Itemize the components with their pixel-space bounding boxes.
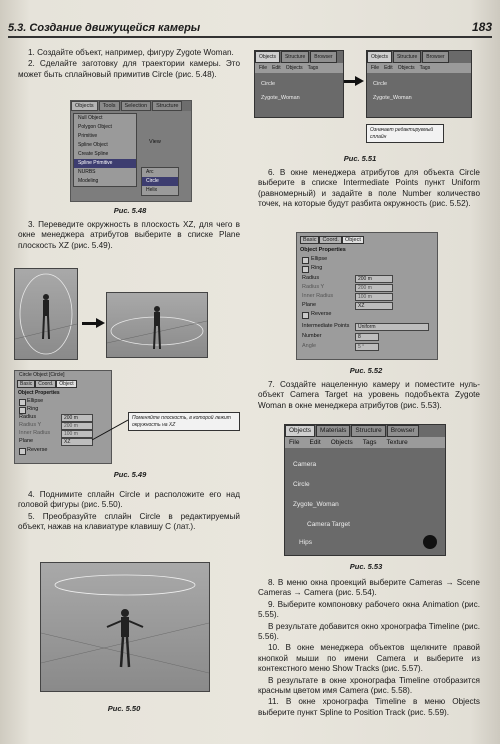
radius-field[interactable]: 200 m bbox=[61, 414, 93, 422]
menu-item-highlighted[interactable]: Spline Primitive bbox=[74, 159, 136, 168]
callout-note: Поменяйте плоскость, в которой лежит окружность на XZ bbox=[128, 412, 240, 431]
callout-pointer bbox=[90, 418, 130, 444]
material-tag-icon bbox=[423, 535, 437, 549]
left-text-block-1 bbox=[18, 48, 240, 81]
radius-y-field[interactable]: 200 m bbox=[355, 284, 393, 292]
menu-item[interactable]: Modeling bbox=[78, 178, 99, 184]
right-text-block-3 bbox=[258, 578, 480, 719]
right-text-block-2 bbox=[258, 380, 480, 412]
plane-select[interactable]: XZ bbox=[355, 302, 393, 310]
scene-svg bbox=[107, 293, 207, 357]
object-zygote[interactable]: Zygote_Woman bbox=[261, 95, 300, 101]
object-circle[interactable]: Circle bbox=[373, 81, 388, 87]
scene-svg bbox=[41, 563, 209, 691]
menu-file[interactable]: File bbox=[259, 65, 268, 71]
viewport-right bbox=[106, 292, 208, 358]
reverse-checkbox[interactable] bbox=[19, 448, 26, 455]
menu-texture[interactable]: Texture bbox=[386, 439, 408, 446]
prop-label: Intermediate Points bbox=[302, 323, 350, 329]
section-heading: Object Properties bbox=[300, 247, 346, 253]
object-camera[interactable]: Camera bbox=[293, 461, 317, 468]
object-manager-before bbox=[254, 50, 344, 118]
menu-item[interactable]: Null Object bbox=[78, 115, 103, 121]
prop-label: Reverse bbox=[311, 311, 332, 317]
figure-5-48 bbox=[70, 100, 192, 202]
paragraph: 2. Сделайте заготовку для траектории камеры. Это может быть сплайновый примитив Circle (рис. 5.48). bbox=[18, 59, 240, 79]
object-hips[interactable]: Hips bbox=[299, 539, 313, 546]
prop-label: Radius Y bbox=[19, 422, 42, 428]
page-header bbox=[8, 8, 492, 38]
menu-tags[interactable]: Tags bbox=[362, 439, 377, 446]
menu-file[interactable]: File bbox=[289, 439, 300, 446]
attribute-manager-panel bbox=[14, 370, 112, 464]
menu-item[interactable]: Spline Object bbox=[78, 142, 108, 148]
figure-caption: Рис. 5.51 bbox=[343, 154, 377, 163]
menu-item[interactable]: Polygon Object bbox=[78, 124, 112, 130]
tab-structure[interactable]: Structure bbox=[281, 51, 309, 63]
plane-select[interactable]: XZ bbox=[61, 438, 93, 446]
tab-objects[interactable]: Objects bbox=[285, 425, 315, 437]
tab-row bbox=[300, 236, 364, 244]
tab-materials[interactable]: Materials bbox=[316, 425, 350, 437]
menu-tags[interactable]: Tags bbox=[307, 65, 319, 71]
figure-5-52-panel bbox=[296, 232, 438, 360]
inner-radius-field[interactable]: 100 m bbox=[355, 293, 393, 301]
paragraph: В результате в окне хронографа Timeline отобразится красным цветом имя Camera (рис. 5.58). bbox=[258, 675, 480, 696]
figure-caption: Рис. 5.48 bbox=[113, 206, 147, 215]
object-circle[interactable]: Circle bbox=[293, 481, 310, 488]
reverse-checkbox[interactable] bbox=[302, 312, 309, 319]
paragraph: В результате добавится окно хронографа Timeline (рис. 5.56). bbox=[258, 621, 480, 642]
ring-checkbox[interactable] bbox=[19, 407, 26, 414]
radius-y-field[interactable]: 200 m bbox=[61, 422, 93, 430]
angle-field[interactable]: 5 ° bbox=[355, 343, 379, 351]
submenu-item-highlighted[interactable]: Circle bbox=[142, 177, 178, 186]
radius-field[interactable]: 200 m bbox=[355, 275, 393, 283]
menu-item[interactable]: Primitive bbox=[78, 133, 98, 139]
tab-object[interactable]: Object bbox=[342, 236, 364, 244]
callout-note: Означает редактируемый сплайн bbox=[366, 124, 444, 143]
tab-structure[interactable]: Structure bbox=[351, 425, 385, 437]
scene-svg bbox=[15, 269, 77, 359]
prop-label: Angle bbox=[302, 343, 317, 349]
tab-structure[interactable]: Structure bbox=[393, 51, 421, 63]
paragraph: 9. Выберите компоновку рабочего окна Animation (рис. 5.55). bbox=[258, 599, 480, 620]
figure-caption: Рис. 5.53 bbox=[349, 562, 383, 571]
prop-label: Number bbox=[302, 333, 322, 339]
left-text-block-3 bbox=[18, 490, 240, 534]
tab-basic[interactable]: Basic bbox=[300, 236, 319, 244]
page-number: 183 bbox=[471, 20, 492, 34]
viewport-left bbox=[14, 268, 78, 360]
menu-file[interactable]: File bbox=[371, 65, 380, 71]
menu-structure[interactable]: Structure bbox=[152, 101, 182, 111]
paragraph: 7. Создайте нацеленную камеру и поместите нуль-объект Camera Target на уровень подобъекта Zygote Woman в окне менеджера атрибутов (рис. 5.53). bbox=[258, 380, 480, 410]
panel-title: Circle Object [Circle] bbox=[19, 372, 65, 378]
prop-label: Inner Radius bbox=[19, 430, 51, 436]
ring-checkbox[interactable] bbox=[302, 266, 309, 273]
tab-coord[interactable]: Coord. bbox=[35, 380, 56, 388]
prop-label: Ring bbox=[27, 406, 39, 412]
menu-objects[interactable]: Objects bbox=[397, 65, 415, 71]
intermediate-points-select[interactable]: Uniform bbox=[355, 323, 429, 331]
ellipse-checkbox[interactable] bbox=[302, 257, 309, 264]
menu-item[interactable]: NURBS bbox=[78, 169, 96, 175]
objects-dropdown bbox=[73, 113, 137, 187]
object-zygote[interactable]: Zygote_Woman bbox=[373, 95, 412, 101]
prop-label: Ellipse bbox=[311, 256, 328, 262]
paragraph: 11. В окне хронографа Timeline в меню Objects выберите пункт Spline to Position Track (рис. 5.59). bbox=[258, 697, 480, 717]
prop-label: Radius bbox=[19, 414, 37, 420]
paragraph: 1. Создайте объект, например, фигуру Zygote Woman. bbox=[28, 48, 234, 57]
menu-tools[interactable]: Tools bbox=[99, 101, 120, 111]
right-text-block-1 bbox=[258, 168, 480, 211]
paragraph: 3. Переведите окружность в плоскость XZ, для чего в окне менеджера атрибутов выберите в списке Plane плоскость XZ (рис. 5.49). bbox=[18, 220, 240, 250]
menu-edit[interactable]: Edit bbox=[309, 439, 321, 446]
spline-submenu bbox=[141, 167, 179, 196]
tab-object[interactable]: Object bbox=[56, 380, 76, 388]
object-circle[interactable]: Circle bbox=[261, 81, 276, 87]
tab-row bbox=[255, 51, 343, 63]
object-manager-after bbox=[366, 50, 472, 118]
view-label: View bbox=[149, 139, 161, 145]
figure-caption: Рис. 5.52 bbox=[349, 366, 383, 375]
menu-row bbox=[285, 437, 445, 448]
menu-objects[interactable]: Objects bbox=[330, 439, 353, 446]
left-text-block-2 bbox=[18, 220, 240, 252]
number-field[interactable]: 8 bbox=[355, 333, 379, 341]
inner-radius-field[interactable]: 100 m bbox=[61, 430, 93, 438]
menu-edit[interactable]: Edit bbox=[384, 65, 393, 71]
arrow-shaft bbox=[82, 322, 96, 325]
tab-browser[interactable]: Browser bbox=[387, 425, 419, 437]
tab-objects[interactable]: Objects bbox=[255, 51, 280, 63]
tab-objects[interactable]: Objects bbox=[367, 51, 392, 63]
tab-row bbox=[285, 425, 445, 437]
paragraph: 10. В окне менеджера объектов щелкните правой кнопкой мыши по имени Camera и выберите из контекстного меню Show Tracks (рис. 5.57). bbox=[258, 643, 480, 674]
tab-basic[interactable]: Basic bbox=[17, 380, 35, 388]
submenu-item[interactable]: Arc bbox=[146, 169, 154, 175]
menu-row bbox=[367, 63, 471, 73]
chapter-title: 5.3. Создание движущейся камеры bbox=[8, 22, 201, 34]
menu-bar bbox=[71, 101, 191, 111]
menu-row bbox=[255, 63, 343, 73]
prop-label: Reverse bbox=[27, 447, 48, 453]
paragraph: 8. В меню окна проекций выберите Cameras → Scene Cameras → Camera (рис. 5.54). bbox=[258, 578, 480, 598]
menu-objects[interactable]: Objects bbox=[285, 65, 303, 71]
tab-browser[interactable]: Browser bbox=[422, 51, 448, 63]
prop-label: Inner Radius bbox=[302, 293, 334, 299]
paragraph: 6. В окне менеджера атрибутов для объекта Circle выберите в списке Intermediate Points пункт Uniform (равномерный) и задайте в поле Number количество точек, на которые будут разбита окружность (рис. 5.52). bbox=[258, 168, 480, 209]
ellipse-checkbox[interactable] bbox=[19, 399, 26, 406]
arrow-right-icon bbox=[355, 76, 364, 86]
menu-item[interactable]: Create Spline bbox=[78, 151, 109, 157]
prop-label: Ellipse bbox=[27, 398, 44, 404]
menu-objects[interactable]: Objects bbox=[71, 101, 98, 111]
menu-selection[interactable]: Selection bbox=[121, 101, 152, 111]
figure-5-50-viewport bbox=[40, 562, 210, 692]
paragraph: 4. Поднимите сплайн Circle и расположите его над головой фигуры (рис. 5.50). bbox=[18, 490, 240, 510]
section-heading: Object Properties bbox=[18, 390, 60, 396]
prop-label: Radius Y bbox=[302, 284, 325, 290]
tab-browser[interactable]: Browser bbox=[310, 51, 336, 63]
arrow-right-icon bbox=[96, 318, 105, 328]
tab-row bbox=[17, 380, 77, 388]
prop-label: Plane bbox=[19, 438, 34, 444]
object-zygote[interactable]: Zygote_Woman bbox=[293, 501, 339, 508]
figure-caption: Рис. 5.49 bbox=[113, 470, 147, 479]
figure-caption: Рис. 5.50 bbox=[107, 704, 141, 713]
submenu-item[interactable]: Helix bbox=[146, 187, 158, 193]
tab-coord[interactable]: Coord. bbox=[319, 236, 342, 244]
prop-label: Plane bbox=[302, 302, 317, 308]
menu-edit[interactable]: Edit bbox=[272, 65, 281, 71]
tab-row bbox=[367, 51, 471, 63]
menu-tags[interactable]: Tags bbox=[419, 65, 431, 71]
paragraph: 5. Преобразуйте сплайн Circle в редактируемый объект, нажав на клавиатуре клавишу C (лат.). bbox=[18, 511, 240, 532]
figure-5-53-object-manager bbox=[284, 424, 446, 556]
prop-label: Ring bbox=[311, 265, 323, 271]
object-camera-target[interactable]: Camera Target bbox=[307, 521, 350, 528]
prop-label: Radius bbox=[302, 275, 320, 281]
